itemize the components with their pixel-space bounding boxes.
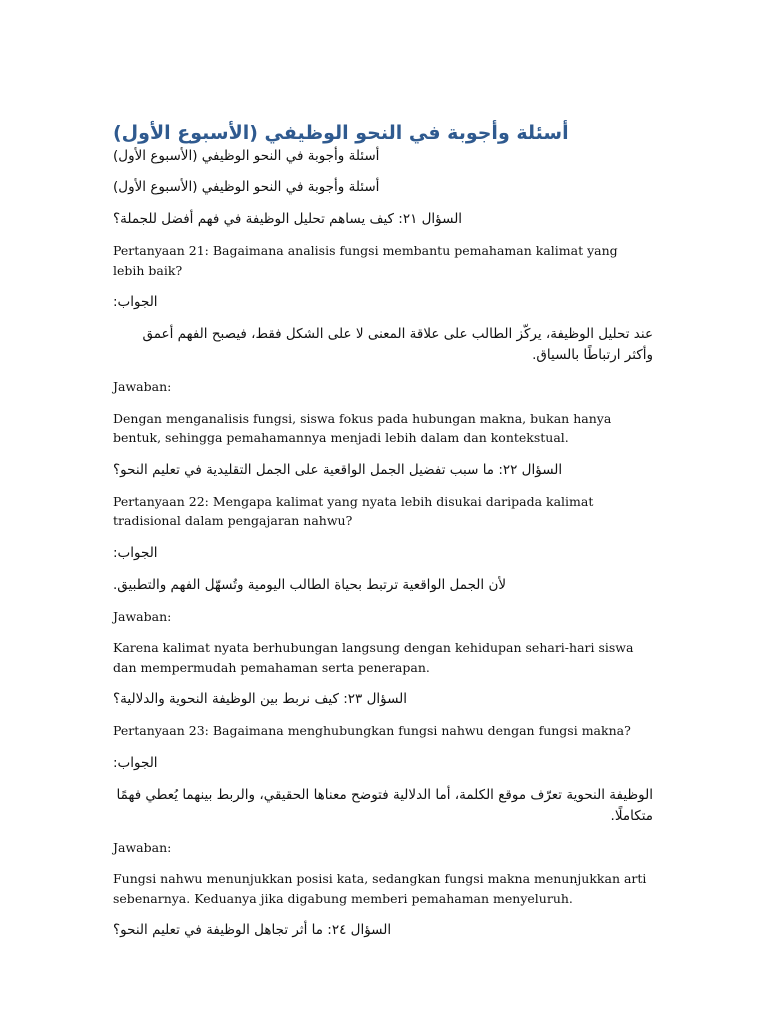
answer-23-indonesian: Fungsi nahwu menunjukkan posisi kata, sedangkan fungsi makna menunjukkan arti sebenarnya. Keduanya jika digabung memberi pemahaman menyeluruh. <box>113 871 647 906</box>
document-page <box>113 120 653 952</box>
answer-label-arabic: الجواب: <box>113 294 158 310</box>
answer-label-indonesian: Jawaban: <box>113 608 172 624</box>
answer-label-indonesian: Jawaban: <box>113 839 172 855</box>
answer-22-arabic: لأن الجمل الواقعية ترتبط بحياة الطالب اليومية وتُسهّل الفهم والتطبيق. <box>113 576 507 593</box>
answer-label-indonesian: Jawaban: <box>113 379 172 394</box>
answer-23-arabic: الوظيفة النحوية تعرّف موقع الكلمة، أما الدلالية فتوضح معناها الحقيقي، والربط بينهما يُعطي فهمًا متكاملًا. <box>116 786 653 824</box>
answer-22-indonesian: Karena kalimat nyata berhubungan langsung dengan kehidupan sehari-hari siswa dan mempermudah pemahaman serta penerapan. <box>113 640 634 675</box>
question-21-indonesian: Pertanyaan 21: Bagaimana analisis fungsi membantu pemahaman kalimat yang lebih baik? <box>113 243 618 278</box>
question-22-arabic: السؤال ٢٢: ما سبب تفضيل الجمل الواقعية على الجمل التقليدية في تعليم النحو؟ <box>113 461 563 478</box>
subtitle-line-2: أسئلة وأجوبة في النحو الوظيفي (الأسبوع الأول) <box>113 179 380 195</box>
question-24-arabic: السؤال ٢٤: ما أثر تجاهل الوظيفة في تعليم النحو؟ <box>113 922 392 938</box>
question-23-indonesian: Pertanyaan 23: Bagaimana menghubungkan fungsi nahwu dengan fungsi makna? <box>113 723 631 738</box>
question-23-arabic: السؤال ٢٣: كيف نربط بين الوظيفة النحوية والدلالية؟ <box>113 691 408 707</box>
answer-21-indonesian: Dengan menganalisis fungsi, siswa fokus pada hubungan makna, bukan hanya bentuk, sehingga pemahamannya menjadi lebih dalam dan kontekstual. <box>113 410 612 445</box>
document-title: أسئلة وأجوبة في النحو الوظيفي (الأسبوع الأول) <box>113 122 569 144</box>
answer-label-arabic: الجواب: <box>113 754 158 771</box>
subtitle-line-1: أسئلة وأجوبة في النحو الوظيفي (الأسبوع الأول) <box>113 148 380 164</box>
answer-21-arabic: عند تحليل الوظيفة، يركّز الطالب على علاقة المعنى لا على الشكل فقط، فيصبح الفهم أعمق وأكثر ارتباطًا بالسياق. <box>142 326 653 363</box>
answer-label-arabic: الجواب: <box>113 544 158 561</box>
question-21-arabic: السؤال ٢١: كيف يساهم تحليل الوظيفة في فهم أفضل للجملة؟ <box>113 211 463 227</box>
question-22-indonesian: Pertanyaan 22: Mengapa kalimat yang nyata lebih disukai daripada kalimat tradisional dalam pengajaran nahwu? <box>113 493 594 528</box>
